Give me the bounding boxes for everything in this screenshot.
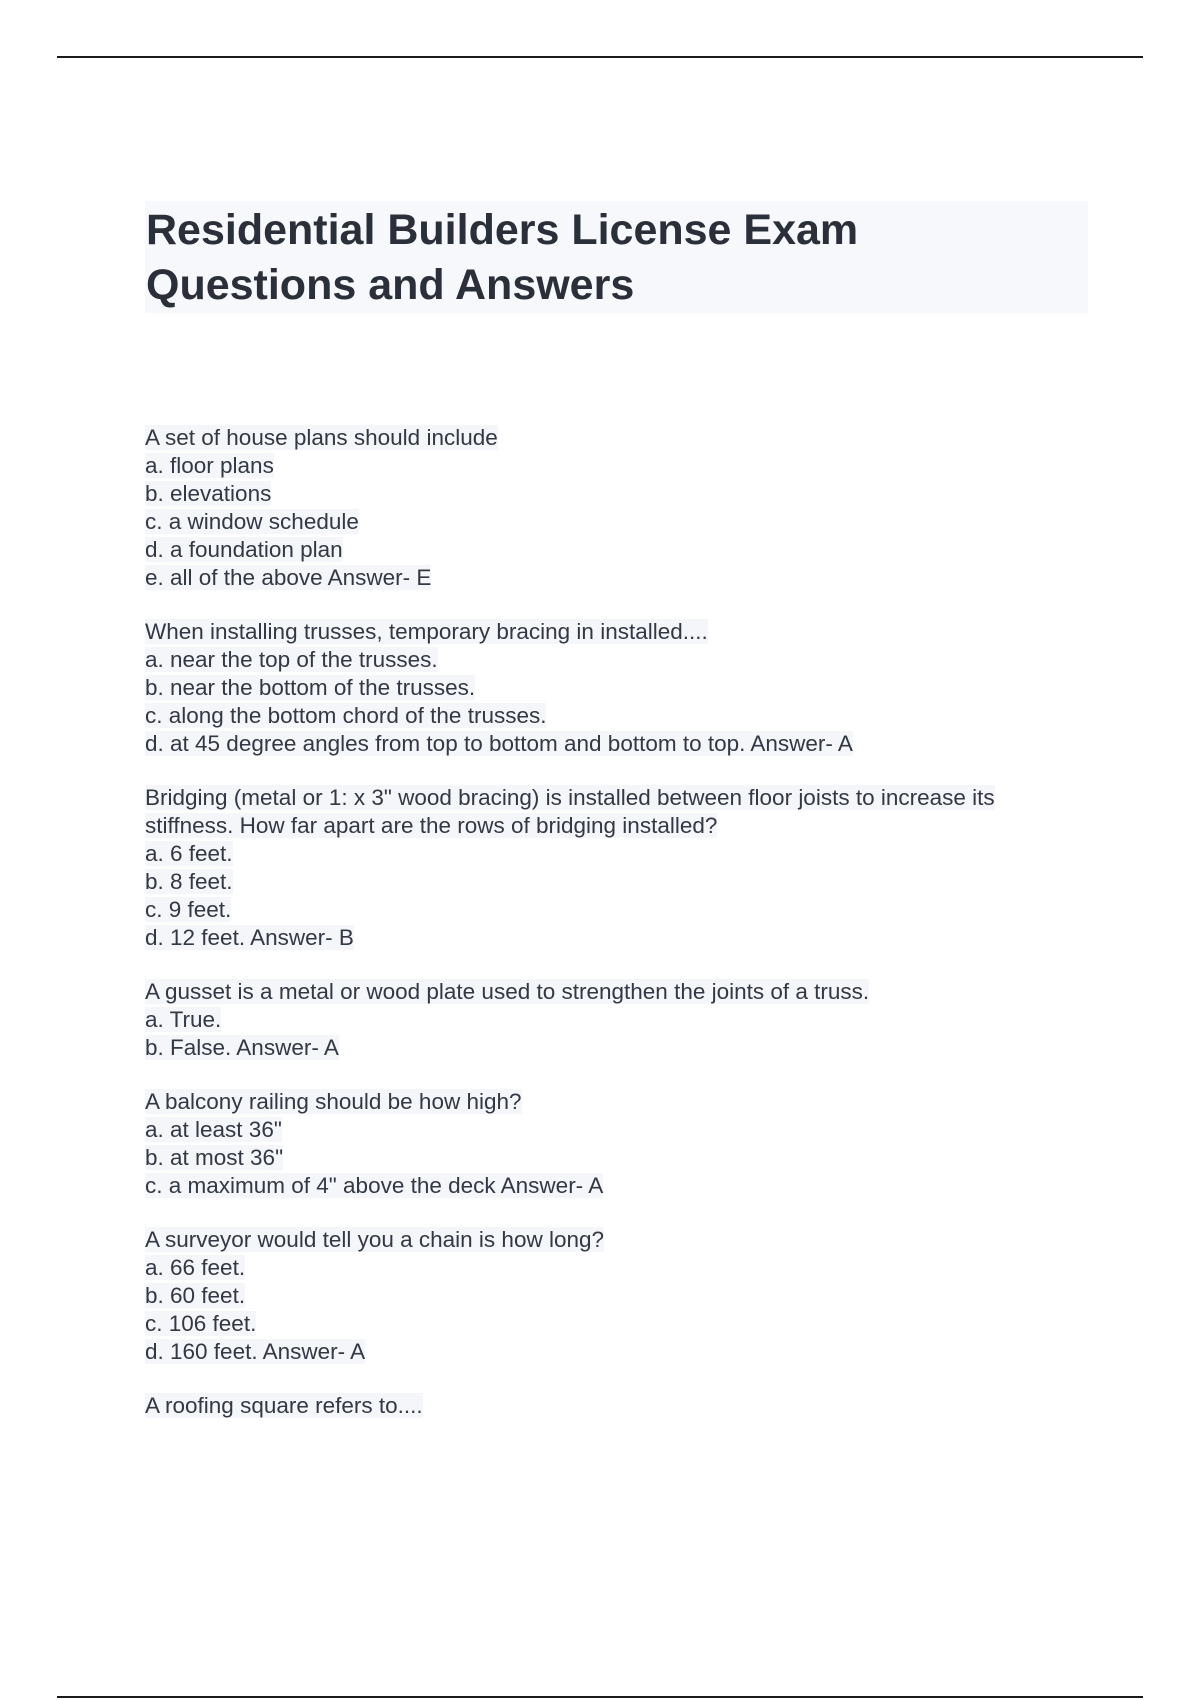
document-title [146, 203, 1088, 313]
option: a. True. [145, 1007, 222, 1032]
option: c. a window schedule [145, 509, 359, 534]
option: d. a foundation plan [145, 537, 343, 562]
option-with-answer: c. a maximum of 4" above the deck Answer- A [145, 1173, 604, 1198]
option-with-answer: d. 12 feet. Answer- B [145, 925, 354, 950]
bottom-rule [57, 1696, 1143, 1698]
option-with-answer: d. at 45 degree angles from top to bottom and bottom to top. Answer- A [145, 731, 853, 756]
qa-content [145, 424, 1095, 1446]
option-with-answer: b. False. Answer- A [145, 1035, 339, 1060]
qa-item-3 [145, 784, 1095, 952]
option: a. near the top of the trusses. [145, 647, 438, 672]
top-rule [57, 56, 1143, 58]
option: b. 60 feet. [145, 1283, 246, 1308]
option: a. at least 36" [145, 1117, 282, 1142]
qa-item-7 [145, 1392, 1095, 1420]
title-block [145, 201, 1088, 313]
qa-item-4 [145, 978, 1095, 1062]
question-text-cont: stiffness. How far apart are the rows of bridging installed? [145, 813, 718, 838]
option: b. elevations [145, 481, 272, 506]
question-text: A roofing square refers to.... [145, 1393, 423, 1418]
option: b. near the bottom of the trusses. [145, 675, 476, 700]
qa-item-6 [145, 1226, 1095, 1366]
option: c. 106 feet. [145, 1311, 257, 1336]
option: b. at most 36" [145, 1145, 284, 1170]
title-line-1: Residential Builders License Exam [146, 206, 859, 254]
option: c. 9 feet. [145, 897, 232, 922]
question-text: A gusset is a metal or wood plate used to strengthen the joints of a truss. [145, 979, 870, 1004]
option: a. floor plans [145, 453, 274, 478]
question-text: A surveyor would tell you a chain is how long? [145, 1227, 605, 1252]
question-text: Bridging (metal or 1: x 3" wood bracing) is installed between floor joists to increase its [145, 785, 995, 810]
title-line-2: Questions and Answers [146, 261, 635, 309]
option: c. along the bottom chord of the trusses. [145, 703, 547, 728]
question-text: A balcony railing should be how high? [145, 1089, 522, 1114]
qa-item-2 [145, 618, 1095, 758]
option: a. 6 feet. [145, 841, 233, 866]
option-with-answer: e. all of the above Answer- E [145, 565, 432, 590]
option: b. 8 feet. [145, 869, 233, 894]
option-with-answer: d. 160 feet. Answer- A [145, 1339, 366, 1364]
qa-item-1 [145, 424, 1095, 592]
qa-item-5 [145, 1088, 1095, 1200]
option: a. 66 feet. [145, 1255, 246, 1280]
question-text: When installing trusses, temporary bracing in installed.... [145, 619, 708, 644]
question-text: A set of house plans should include [145, 425, 498, 450]
